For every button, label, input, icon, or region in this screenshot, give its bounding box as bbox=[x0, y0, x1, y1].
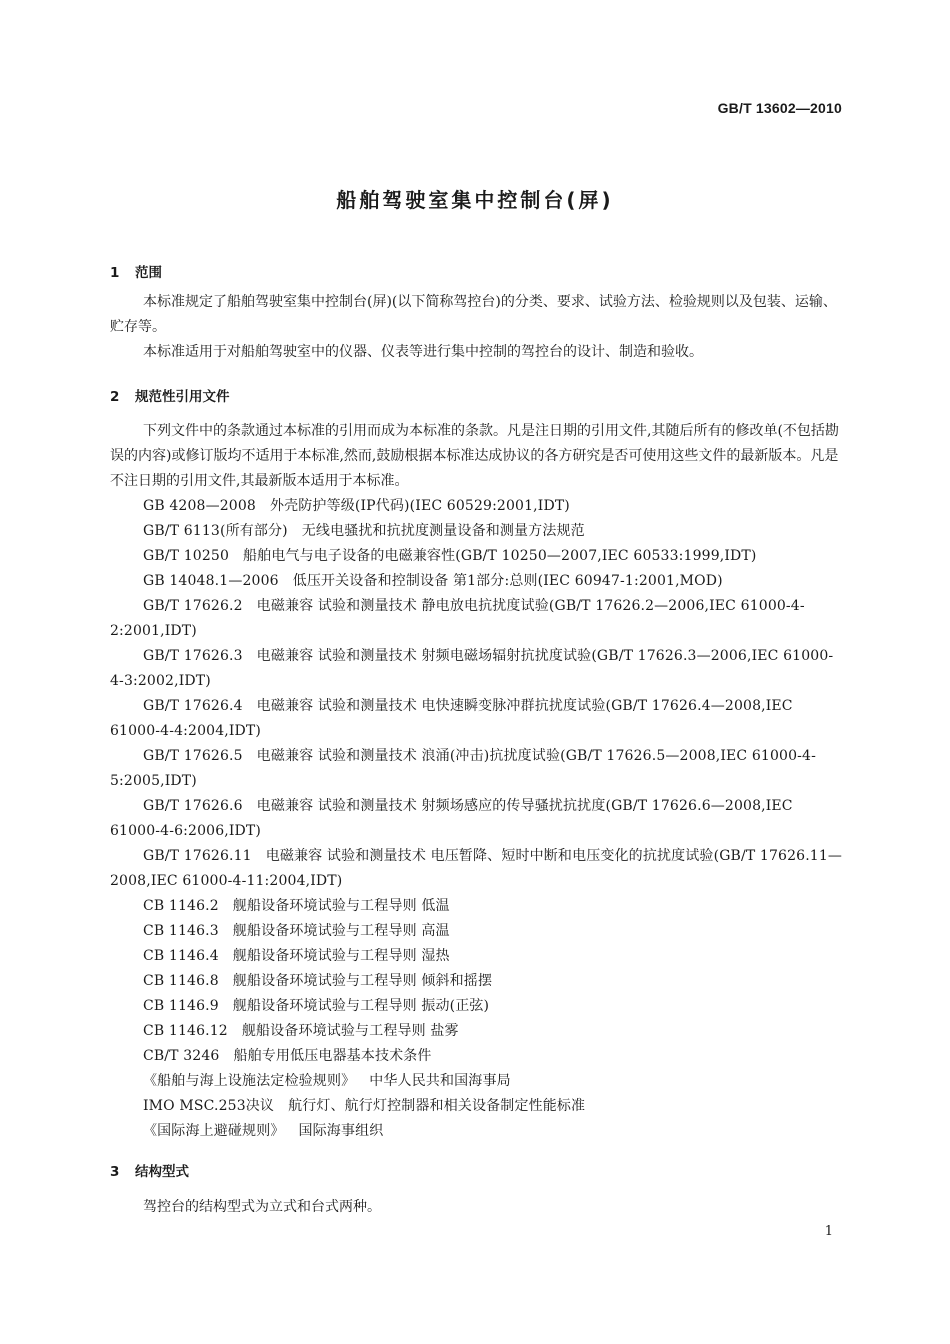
reference-item bbox=[110, 1119, 844, 1144]
paragraph: 本标准适用于对船舶驾驶室中的仪器、仪表等进行集中控制的驾控台的设计、制造和验收。 bbox=[143, 344, 703, 360]
standard-number: GB/T 13602—2010 bbox=[717, 100, 842, 116]
reference-title: 舰船设备环境试验与工程导则 振动(正弦) bbox=[232, 998, 490, 1014]
reference-item bbox=[110, 1044, 844, 1069]
reference-code: GB 14048.1—2006 bbox=[143, 573, 279, 589]
reference-title: 电磁兼容 试验和测量技术 电快速瞬变脉冲群抗扰度试验(GB/T 17626.4—2008,IEC 61000-4-4:2004,IDT) bbox=[110, 698, 793, 739]
section-number: 2 bbox=[110, 389, 120, 405]
reference-item bbox=[110, 744, 844, 794]
reference-item bbox=[110, 544, 844, 569]
reference-title: 无线电骚扰和抗扰度测量设备和测量方法规范 bbox=[301, 523, 585, 539]
reference-title: 船舶电气与电子设备的电磁兼容性(GB/T 10250—2007,IEC 60533:1999,IDT) bbox=[243, 548, 757, 564]
reference-item bbox=[110, 944, 844, 969]
reference-code: GB/T 17626.4 bbox=[143, 698, 243, 714]
reference-code: CB 1146.3 bbox=[143, 923, 219, 939]
document-title: 船舶驾驶室集中控制台(屏) bbox=[336, 188, 614, 212]
reference-title: 舰船设备环境试验与工程导则 盐雾 bbox=[241, 1023, 459, 1039]
reference-item bbox=[110, 519, 844, 544]
reference-title: 舰船设备环境试验与工程导则 湿热 bbox=[232, 948, 450, 964]
reference-item bbox=[110, 894, 844, 919]
reference-title: 低压开关设备和控制设备 第1部分:总则(IEC 60947-1:2001,MOD) bbox=[292, 573, 723, 589]
reference-title: 电磁兼容 试验和测量技术 射频场感应的传导骚扰抗扰度(GB/T 17626.6—2008,IEC 61000-4-6:2006,IDT) bbox=[110, 798, 793, 839]
reference-title: 舰船设备环境试验与工程导则 低温 bbox=[232, 898, 450, 914]
reference-item bbox=[110, 644, 844, 694]
reference-title: 电磁兼容 试验和测量技术 射频电磁场辐射抗扰度试验(GB/T 17626.3—2006,IEC 61000-4-3:2002,IDT) bbox=[110, 648, 834, 689]
reference-title: 电磁兼容 试验和测量技术 浪涌(冲击)抗扰度试验(GB/T 17626.5—2008,IEC 61000-4-5:2005,IDT) bbox=[110, 748, 816, 789]
reference-code: CB/T 3246 bbox=[143, 1048, 220, 1064]
reference-code: GB/T 10250 bbox=[143, 548, 230, 564]
section-1-heading bbox=[110, 261, 162, 281]
reference-code: GB/T 17626.11 bbox=[143, 848, 252, 864]
reference-item bbox=[110, 994, 844, 1019]
reference-code: 《船舶与海上设施法定检验规则》 bbox=[143, 1073, 356, 1089]
reference-title: 航行灯、航行灯控制器和相关设备制定性能标准 bbox=[288, 1098, 586, 1114]
reference-title: 舰船设备环境试验与工程导则 高温 bbox=[232, 923, 450, 939]
reference-item bbox=[110, 594, 844, 644]
reference-item bbox=[110, 844, 844, 894]
reference-code: CB 1146.12 bbox=[143, 1023, 228, 1039]
reference-item bbox=[110, 794, 844, 844]
section-3-body bbox=[110, 1195, 844, 1220]
section-1-body bbox=[110, 290, 844, 365]
reference-item bbox=[110, 1069, 844, 1094]
reference-code: GB/T 17626.5 bbox=[143, 748, 243, 764]
section-title: 规范性引用文件 bbox=[135, 389, 230, 405]
section-number: 3 bbox=[110, 1164, 120, 1180]
reference-code: CB 1146.9 bbox=[143, 998, 219, 1014]
reference-code: GB/T 17626.2 bbox=[143, 598, 243, 614]
reference-title: 国际海事组织 bbox=[298, 1123, 384, 1139]
paragraph: 下列文件中的条款通过本标准的引用而成为本标准的条款。凡是注日期的引用文件,其随后所有的修改单(不包括勘误的内容)或修订版均不适用于本标准,然而,鼓励根据本标准达成协议的各方研究是否可使用这些文件的最新版本。凡是不注日期的引用文件,其最新版本适用于本标准。 bbox=[110, 423, 839, 489]
reference-code: GB/T 17626.6 bbox=[143, 798, 243, 814]
reference-item bbox=[110, 494, 844, 519]
reference-code: GB/T 17626.3 bbox=[143, 648, 243, 664]
section-number: 1 bbox=[110, 265, 120, 281]
reference-code: CB 1146.4 bbox=[143, 948, 219, 964]
section-3-heading bbox=[110, 1160, 189, 1180]
reference-item bbox=[110, 919, 844, 944]
reference-title: 船舶专用低压电器基本技术条件 bbox=[233, 1048, 432, 1064]
page-number: 1 bbox=[824, 1224, 833, 1239]
paragraph: 本标准规定了船舶驾驶室集中控制台(屏)(以下简称驾控台)的分类、要求、试验方法、检验规则以及包装、运输、贮存等。 bbox=[110, 294, 837, 335]
reference-title: 电磁兼容 试验和测量技术 静电放电抗扰度试验(GB/T 17626.2—2006,IEC 61000-4-2:2001,IDT) bbox=[110, 598, 805, 639]
paragraph: 驾控台的结构型式为立式和台式两种。 bbox=[143, 1199, 381, 1215]
reference-item bbox=[110, 569, 844, 594]
reference-list bbox=[110, 494, 844, 1144]
reference-code: IMO MSC.253决议 bbox=[143, 1098, 275, 1114]
reference-code: 《国际海上避碰规则》 bbox=[143, 1123, 285, 1139]
section-title: 结构型式 bbox=[135, 1164, 189, 1180]
section-2-body bbox=[110, 419, 844, 1144]
section-2-heading bbox=[110, 385, 230, 405]
reference-title: 中华人民共和国海事局 bbox=[369, 1073, 511, 1089]
section-title: 范围 bbox=[135, 265, 162, 281]
reference-title: 舰船设备环境试验与工程导则 倾斜和摇摆 bbox=[232, 973, 493, 989]
reference-item bbox=[110, 1019, 844, 1044]
reference-item bbox=[110, 969, 844, 994]
reference-item bbox=[110, 1094, 844, 1119]
reference-title: 电磁兼容 试验和测量技术 电压暂降、短时中断和电压变化的抗扰度试验(GB/T 17626.11—2008,IEC 61000-4-11:2004,IDT) bbox=[110, 848, 843, 889]
reference-code: GB 4208—2008 bbox=[143, 498, 256, 514]
reference-code: CB 1146.8 bbox=[143, 973, 219, 989]
reference-code: GB/T 6113(所有部分) bbox=[143, 523, 288, 539]
reference-title: 外壳防护等级(IP代码)(IEC 60529:2001,IDT) bbox=[269, 498, 570, 514]
reference-code: CB 1146.2 bbox=[143, 898, 219, 914]
reference-item bbox=[110, 694, 844, 744]
